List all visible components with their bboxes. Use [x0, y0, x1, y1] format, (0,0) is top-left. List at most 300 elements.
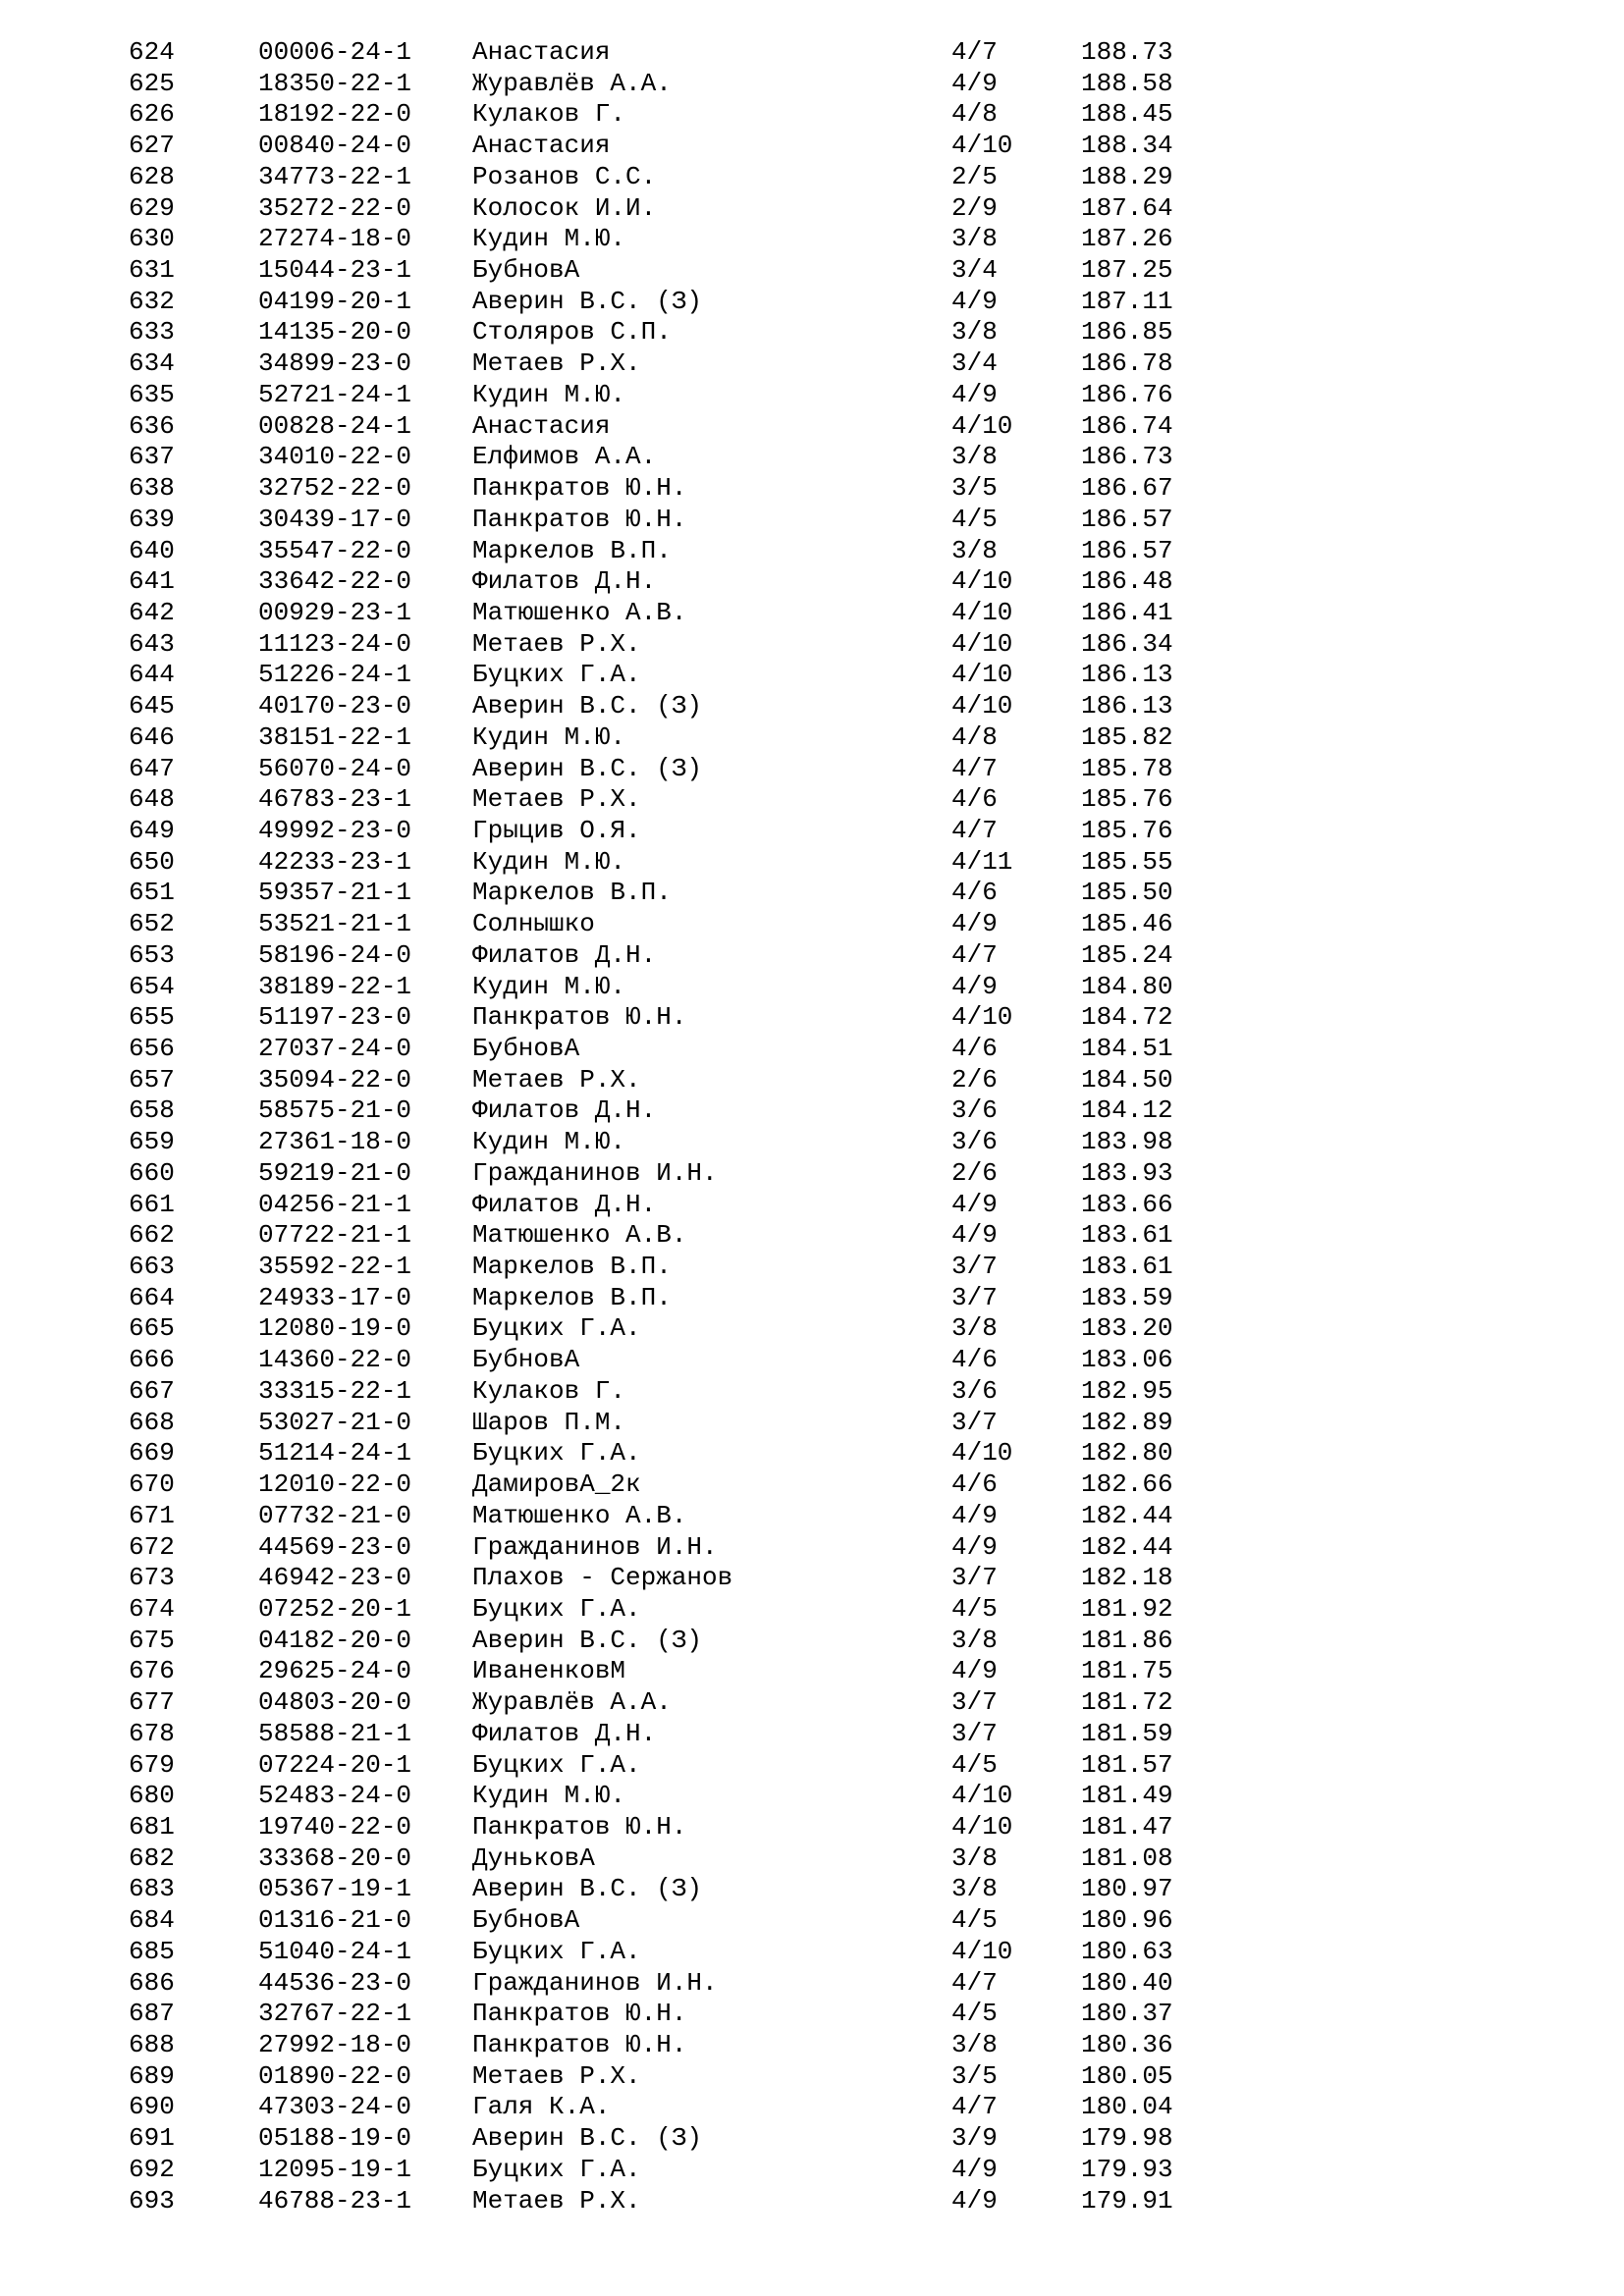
entry-code: 51214-24-1	[258, 1438, 412, 1468]
entry-code: 59357-21-1	[258, 878, 412, 908]
list-item	[0, 2030, 1624, 2061]
rank-number: 645	[129, 691, 175, 721]
owner-name: Столяров С.П.	[472, 317, 672, 347]
score-value: 185.46	[1081, 909, 1173, 939]
entry-code: 30439-17-0	[258, 504, 412, 534]
score-value: 183.06	[1081, 1345, 1173, 1375]
score-value: 182.95	[1081, 1375, 1173, 1406]
ratio-value: 3/8	[951, 1625, 998, 1655]
ratio-value: 4/7	[951, 939, 998, 970]
rank-number: 671	[129, 1500, 175, 1530]
owner-name: Грыцив О.Я.	[472, 815, 641, 845]
entry-code: 07732-21-0	[258, 1500, 412, 1530]
entry-code: 35547-22-0	[258, 535, 412, 565]
ratio-value: 3/4	[951, 255, 998, 286]
rank-number: 654	[129, 971, 175, 1001]
entry-code: 46788-23-1	[258, 2185, 412, 2216]
owner-name: Матюшенко А.В.	[472, 1220, 687, 1251]
list-item	[0, 1158, 1624, 1190]
score-value: 180.96	[1081, 1905, 1173, 1936]
entry-code: 35094-22-0	[258, 1064, 412, 1095]
ratio-value: 4/10	[951, 1811, 1013, 1842]
list-item	[0, 1002, 1624, 1034]
rank-number: 685	[129, 1936, 175, 1966]
list-item	[0, 1190, 1624, 1221]
rank-number: 689	[129, 2060, 175, 2091]
entry-code: 04199-20-1	[258, 286, 412, 316]
list-item	[0, 2092, 1624, 2123]
score-value: 186.13	[1081, 691, 1173, 721]
ratio-value: 4/9	[951, 1500, 998, 1530]
score-value: 186.41	[1081, 597, 1173, 627]
rank-number: 662	[129, 1220, 175, 1251]
list-item	[0, 1438, 1624, 1469]
entry-code: 00929-23-1	[258, 597, 412, 627]
rank-number: 686	[129, 1967, 175, 1998]
ratio-value: 4/9	[951, 909, 998, 939]
ratio-value: 3/7	[951, 1252, 998, 1282]
ratio-value: 4/9	[951, 1531, 998, 1562]
entry-code: 29625-24-0	[258, 1656, 412, 1686]
score-value: 187.25	[1081, 255, 1173, 286]
list-item	[0, 1905, 1624, 1937]
ratio-value: 3/8	[951, 1874, 998, 1904]
owner-name: Кудин М.Ю.	[472, 379, 626, 409]
owner-name: Анастасия	[472, 410, 611, 441]
ratio-value: 3/5	[951, 2060, 998, 2091]
list-item	[0, 1408, 1624, 1439]
list-item	[0, 2155, 1624, 2186]
list-item	[0, 2186, 1624, 2217]
entry-code: 56070-24-0	[258, 753, 412, 783]
list-item	[0, 2123, 1624, 2155]
ratio-value: 4/10	[951, 1438, 1013, 1468]
entry-code: 34773-22-1	[258, 161, 412, 191]
rank-number: 643	[129, 628, 175, 659]
entry-code: 15044-23-1	[258, 255, 412, 286]
ratio-value: 4/9	[951, 379, 998, 409]
rank-number: 628	[129, 161, 175, 191]
ratio-value: 3/8	[951, 535, 998, 565]
score-value: 181.57	[1081, 1749, 1173, 1780]
list-item	[0, 1594, 1624, 1626]
score-value: 183.61	[1081, 1220, 1173, 1251]
list-item	[0, 1999, 1624, 2030]
owner-name: Панкратов Ю.Н.	[472, 504, 687, 534]
score-value: 183.93	[1081, 1157, 1173, 1188]
score-value: 184.80	[1081, 971, 1173, 1001]
list-item	[0, 1376, 1624, 1408]
entry-code: 27037-24-0	[258, 1034, 412, 1063]
score-value: 180.05	[1081, 2060, 1173, 2091]
ratio-value: 3/6	[951, 1127, 998, 1157]
owner-name: Колосок И.И.	[472, 192, 657, 223]
owner-name: Буцких Г.А.	[472, 2154, 641, 2184]
score-value: 185.50	[1081, 878, 1173, 908]
rank-number: 675	[129, 1625, 175, 1655]
rank-number: 640	[129, 535, 175, 565]
entry-code: 04182-20-0	[258, 1625, 412, 1655]
owner-name: БубновА	[472, 255, 580, 286]
ratio-value: 3/8	[951, 2030, 998, 2059]
rank-number: 653	[129, 939, 175, 970]
list-item	[0, 505, 1624, 536]
ratio-value: 4/9	[951, 1189, 998, 1219]
entry-code: 52483-24-0	[258, 1781, 412, 1811]
rank-number: 641	[129, 566, 175, 597]
rank-number: 651	[129, 878, 175, 908]
entry-code: 07722-21-1	[258, 1220, 412, 1251]
ratio-value: 3/6	[951, 1375, 998, 1406]
list-item	[0, 1563, 1624, 1594]
rank-number: 676	[129, 1656, 175, 1686]
score-value: 186.57	[1081, 535, 1173, 565]
list-item	[0, 411, 1624, 443]
entry-code: 07224-20-1	[258, 1749, 412, 1780]
entry-code: 04256-21-1	[258, 1189, 412, 1219]
owner-name: Кудин М.Ю.	[472, 971, 626, 1001]
entry-code: 35592-22-1	[258, 1252, 412, 1282]
owner-name: Аверин В.С. (З)	[472, 1625, 703, 1655]
ratio-value: 4/9	[951, 2154, 998, 2184]
rank-number: 649	[129, 815, 175, 845]
entry-code: 12010-22-0	[258, 1469, 412, 1500]
ratio-value: 4/9	[951, 286, 998, 316]
entry-code: 19740-22-0	[258, 1811, 412, 1842]
owner-name: Метаев Р.Х.	[472, 2060, 641, 2091]
rank-number: 652	[129, 909, 175, 939]
entry-code: 34010-22-0	[258, 442, 412, 472]
entry-code: 32767-22-1	[258, 1999, 412, 2029]
ratio-value: 3/8	[951, 1842, 998, 1873]
list-item	[0, 1656, 1624, 1687]
ratio-value: 4/6	[951, 784, 998, 815]
ratio-value: 4/5	[951, 1999, 998, 2029]
ratio-value: 3/8	[951, 317, 998, 347]
rank-number: 669	[129, 1438, 175, 1468]
entry-code: 12080-19-0	[258, 1313, 412, 1344]
list-item	[0, 1874, 1624, 1905]
list-item	[0, 1220, 1624, 1252]
list-item	[0, 1252, 1624, 1283]
entry-code: 53027-21-0	[258, 1407, 412, 1437]
entry-code: 44536-23-0	[258, 1967, 412, 1998]
ratio-value: 3/8	[951, 224, 998, 254]
score-value: 180.36	[1081, 2030, 1173, 2059]
owner-name: Буцких Г.А.	[472, 1749, 641, 1780]
score-value: 186.34	[1081, 628, 1173, 659]
list-item	[0, 193, 1624, 225]
rank-number: 661	[129, 1189, 175, 1219]
ratio-value: 4/7	[951, 815, 998, 845]
ratio-value: 3/7	[951, 1718, 998, 1748]
owner-name: Филатов Д.Н.	[472, 1189, 657, 1219]
owner-name: Метаев Р.Х.	[472, 784, 641, 815]
rank-number: 638	[129, 473, 175, 504]
owner-name: Кудин М.Ю.	[472, 1781, 626, 1811]
owner-name: Метаев Р.Х.	[472, 1064, 641, 1095]
owner-name: Кулаков Г.	[472, 1375, 626, 1406]
list-item	[0, 1501, 1624, 1532]
rank-number: 667	[129, 1375, 175, 1406]
entry-code: 42233-23-1	[258, 846, 412, 877]
owner-name: Гражданинов И.Н.	[472, 1157, 718, 1188]
ratio-value: 3/7	[951, 1563, 998, 1593]
ratio-value: 4/10	[951, 131, 1013, 161]
entry-code: 40170-23-0	[258, 691, 412, 721]
score-value: 187.64	[1081, 192, 1173, 223]
rank-number: 668	[129, 1407, 175, 1437]
score-value: 182.89	[1081, 1407, 1173, 1437]
owner-name: Плахов - Сержанов	[472, 1563, 733, 1593]
score-value: 188.34	[1081, 131, 1173, 161]
list-item	[0, 1127, 1624, 1158]
ratio-value: 3/9	[951, 2123, 998, 2154]
rank-number: 656	[129, 1034, 175, 1063]
rank-number: 624	[129, 37, 175, 67]
owner-name: Буцких Г.А.	[472, 1438, 641, 1468]
score-value: 183.59	[1081, 1282, 1173, 1312]
rank-number: 683	[129, 1874, 175, 1904]
owner-name: Анастасия	[472, 37, 611, 67]
entry-code: 27992-18-0	[258, 2030, 412, 2059]
list-item	[0, 878, 1624, 909]
owner-name: Гражданинов И.Н.	[472, 1531, 718, 1562]
owner-name: Панкратов Ю.Н.	[472, 1811, 687, 1842]
ratio-value: 3/8	[951, 442, 998, 472]
rank-number: 659	[129, 1127, 175, 1157]
score-value: 181.49	[1081, 1781, 1173, 1811]
score-value: 185.82	[1081, 721, 1173, 752]
rank-number: 681	[129, 1811, 175, 1842]
owner-name: Филатов Д.Н.	[472, 1718, 657, 1748]
rank-number: 639	[129, 504, 175, 534]
owner-name: БубновА	[472, 1034, 580, 1063]
ratio-value: 4/7	[951, 37, 998, 67]
list-item	[0, 972, 1624, 1003]
rank-number: 637	[129, 442, 175, 472]
rank-number: 658	[129, 1095, 175, 1126]
rank-number: 664	[129, 1282, 175, 1312]
list-item	[0, 1034, 1624, 1065]
list-item	[0, 1345, 1624, 1376]
rank-number: 690	[129, 2092, 175, 2122]
rank-number: 693	[129, 2185, 175, 2216]
ratio-value: 4/9	[951, 971, 998, 1001]
list-item	[0, 909, 1624, 940]
owner-name: Буцких Г.А.	[472, 1593, 641, 1624]
score-value: 182.44	[1081, 1531, 1173, 1562]
rank-number: 636	[129, 410, 175, 441]
ratio-value: 4/5	[951, 1593, 998, 1624]
owner-name: Матюшенко А.В.	[472, 597, 687, 627]
list-item	[0, 1781, 1624, 1812]
score-value: 183.98	[1081, 1127, 1173, 1157]
owner-name: Аверин В.С. (З)	[472, 1874, 703, 1904]
score-value: 186.78	[1081, 348, 1173, 379]
list-item	[0, 536, 1624, 567]
entry-code: 05367-19-1	[258, 1874, 412, 1904]
ratio-value: 4/9	[951, 68, 998, 98]
owner-name: Аверин В.С. (З)	[472, 753, 703, 783]
rank-number: 646	[129, 721, 175, 752]
list-item	[0, 473, 1624, 505]
score-value: 181.75	[1081, 1656, 1173, 1686]
score-value: 184.51	[1081, 1034, 1173, 1063]
score-value: 179.93	[1081, 2154, 1173, 2184]
entry-code: 53521-21-1	[258, 909, 412, 939]
owner-name: Панкратов Ю.Н.	[472, 1002, 687, 1033]
owner-name: Филатов Д.Н.	[472, 566, 657, 597]
rank-number: 642	[129, 597, 175, 627]
score-value: 188.73	[1081, 37, 1173, 67]
rank-number: 630	[129, 224, 175, 254]
owner-name: Аверин В.С. (З)	[472, 2123, 703, 2154]
score-value: 180.40	[1081, 1967, 1173, 1998]
score-value: 179.98	[1081, 2123, 1173, 2154]
entry-code: 51040-24-1	[258, 1936, 412, 1966]
entry-code: 00828-24-1	[258, 410, 412, 441]
list-item	[0, 598, 1624, 629]
list-item	[0, 691, 1624, 722]
list-item	[0, 940, 1624, 972]
score-value: 188.45	[1081, 99, 1173, 130]
entry-code: 07252-20-1	[258, 1593, 412, 1624]
ratio-value: 3/7	[951, 1282, 998, 1312]
list-item	[0, 784, 1624, 816]
rank-number: 680	[129, 1781, 175, 1811]
owner-name: Маркелов В.П.	[472, 1252, 672, 1282]
entry-code: 47303-24-0	[258, 2092, 412, 2122]
list-item	[0, 1750, 1624, 1782]
entry-code: 00840-24-0	[258, 131, 412, 161]
list-item	[0, 1719, 1624, 1750]
score-value: 186.74	[1081, 410, 1173, 441]
owner-name: БубновА	[472, 1905, 580, 1936]
score-value: 183.20	[1081, 1313, 1173, 1344]
list-item	[0, 1469, 1624, 1501]
owner-name: Кудин М.Ю.	[472, 721, 626, 752]
ratio-value: 4/10	[951, 628, 1013, 659]
owner-name: ДамировА_2к	[472, 1469, 641, 1500]
rank-number: 691	[129, 2123, 175, 2154]
entry-code: 14135-20-0	[258, 317, 412, 347]
score-value: 181.08	[1081, 1842, 1173, 1873]
score-value: 188.58	[1081, 68, 1173, 98]
entry-code: 38189-22-1	[258, 971, 412, 1001]
list-item	[0, 566, 1624, 598]
rank-number: 634	[129, 348, 175, 379]
score-value: 188.29	[1081, 161, 1173, 191]
ratio-value: 3/7	[951, 1407, 998, 1437]
owner-name: Кулаков Г.	[472, 99, 626, 130]
ratio-value: 4/10	[951, 660, 1013, 690]
list-item	[0, 1843, 1624, 1875]
score-value: 180.97	[1081, 1874, 1173, 1904]
rank-number: 629	[129, 192, 175, 223]
ratio-value: 4/6	[951, 1034, 998, 1063]
entry-code: 00006-24-1	[258, 37, 412, 67]
list-item	[0, 317, 1624, 348]
list-item	[0, 348, 1624, 380]
rank-number: 625	[129, 68, 175, 98]
entry-code: 01890-22-0	[258, 2060, 412, 2091]
rank-number: 647	[129, 753, 175, 783]
list-item	[0, 380, 1624, 411]
score-value: 186.76	[1081, 379, 1173, 409]
score-value: 182.66	[1081, 1469, 1173, 1500]
ratio-value: 4/9	[951, 2185, 998, 2216]
list-item	[0, 2061, 1624, 2093]
ratio-value: 4/6	[951, 1345, 998, 1375]
rank-number: 679	[129, 1749, 175, 1780]
ratio-value: 4/10	[951, 691, 1013, 721]
entry-code: 58588-21-1	[258, 1718, 412, 1748]
rank-number: 627	[129, 131, 175, 161]
score-value: 187.11	[1081, 286, 1173, 316]
ratio-value: 4/7	[951, 753, 998, 783]
ratio-value: 4/10	[951, 1002, 1013, 1033]
score-value: 186.85	[1081, 317, 1173, 347]
list-item	[0, 754, 1624, 785]
rank-number: 632	[129, 286, 175, 316]
score-value: 181.47	[1081, 1811, 1173, 1842]
entry-code: 12095-19-1	[258, 2154, 412, 2184]
entry-code: 44569-23-0	[258, 1531, 412, 1562]
rank-number: 666	[129, 1345, 175, 1375]
ratio-value: 4/5	[951, 504, 998, 534]
entry-code: 33368-20-0	[258, 1842, 412, 1873]
owner-name: Филатов Д.Н.	[472, 939, 657, 970]
rank-number: 650	[129, 846, 175, 877]
score-value: 182.18	[1081, 1563, 1173, 1593]
owner-name: Буцких Г.А.	[472, 1313, 641, 1344]
entry-code: 32752-22-0	[258, 473, 412, 504]
list-item	[0, 1937, 1624, 1968]
entry-code: 51197-23-0	[258, 1002, 412, 1033]
rank-number: 687	[129, 1999, 175, 2029]
score-value: 182.80	[1081, 1438, 1173, 1468]
ratio-value: 3/7	[951, 1687, 998, 1718]
owner-name: Розанов С.С.	[472, 161, 657, 191]
entry-code: 34899-23-0	[258, 348, 412, 379]
entry-code: 24933-17-0	[258, 1282, 412, 1312]
list-item	[0, 847, 1624, 879]
entry-code: 59219-21-0	[258, 1157, 412, 1188]
list-item	[0, 722, 1624, 754]
list-item	[0, 1065, 1624, 1096]
ratio-value: 2/5	[951, 161, 998, 191]
ratio-value: 4/10	[951, 1936, 1013, 1966]
entry-code: 18192-22-0	[258, 99, 412, 130]
score-value: 181.86	[1081, 1625, 1173, 1655]
owner-name: Журавлёв А.А.	[472, 1687, 672, 1718]
ratio-value: 4/10	[951, 410, 1013, 441]
score-value: 185.24	[1081, 939, 1173, 970]
entry-code: 11123-24-0	[258, 628, 412, 659]
score-value: 184.12	[1081, 1095, 1173, 1126]
rank-number: 657	[129, 1064, 175, 1095]
score-value: 187.26	[1081, 224, 1173, 254]
ratio-value: 4/6	[951, 878, 998, 908]
list-item	[0, 1626, 1624, 1657]
score-value: 185.76	[1081, 815, 1173, 845]
score-value: 185.76	[1081, 784, 1173, 815]
ratio-value: 4/8	[951, 99, 998, 130]
owner-name: Галя К.А.	[472, 2092, 611, 2122]
entry-code: 46942-23-0	[258, 1563, 412, 1593]
list-item	[0, 162, 1624, 193]
